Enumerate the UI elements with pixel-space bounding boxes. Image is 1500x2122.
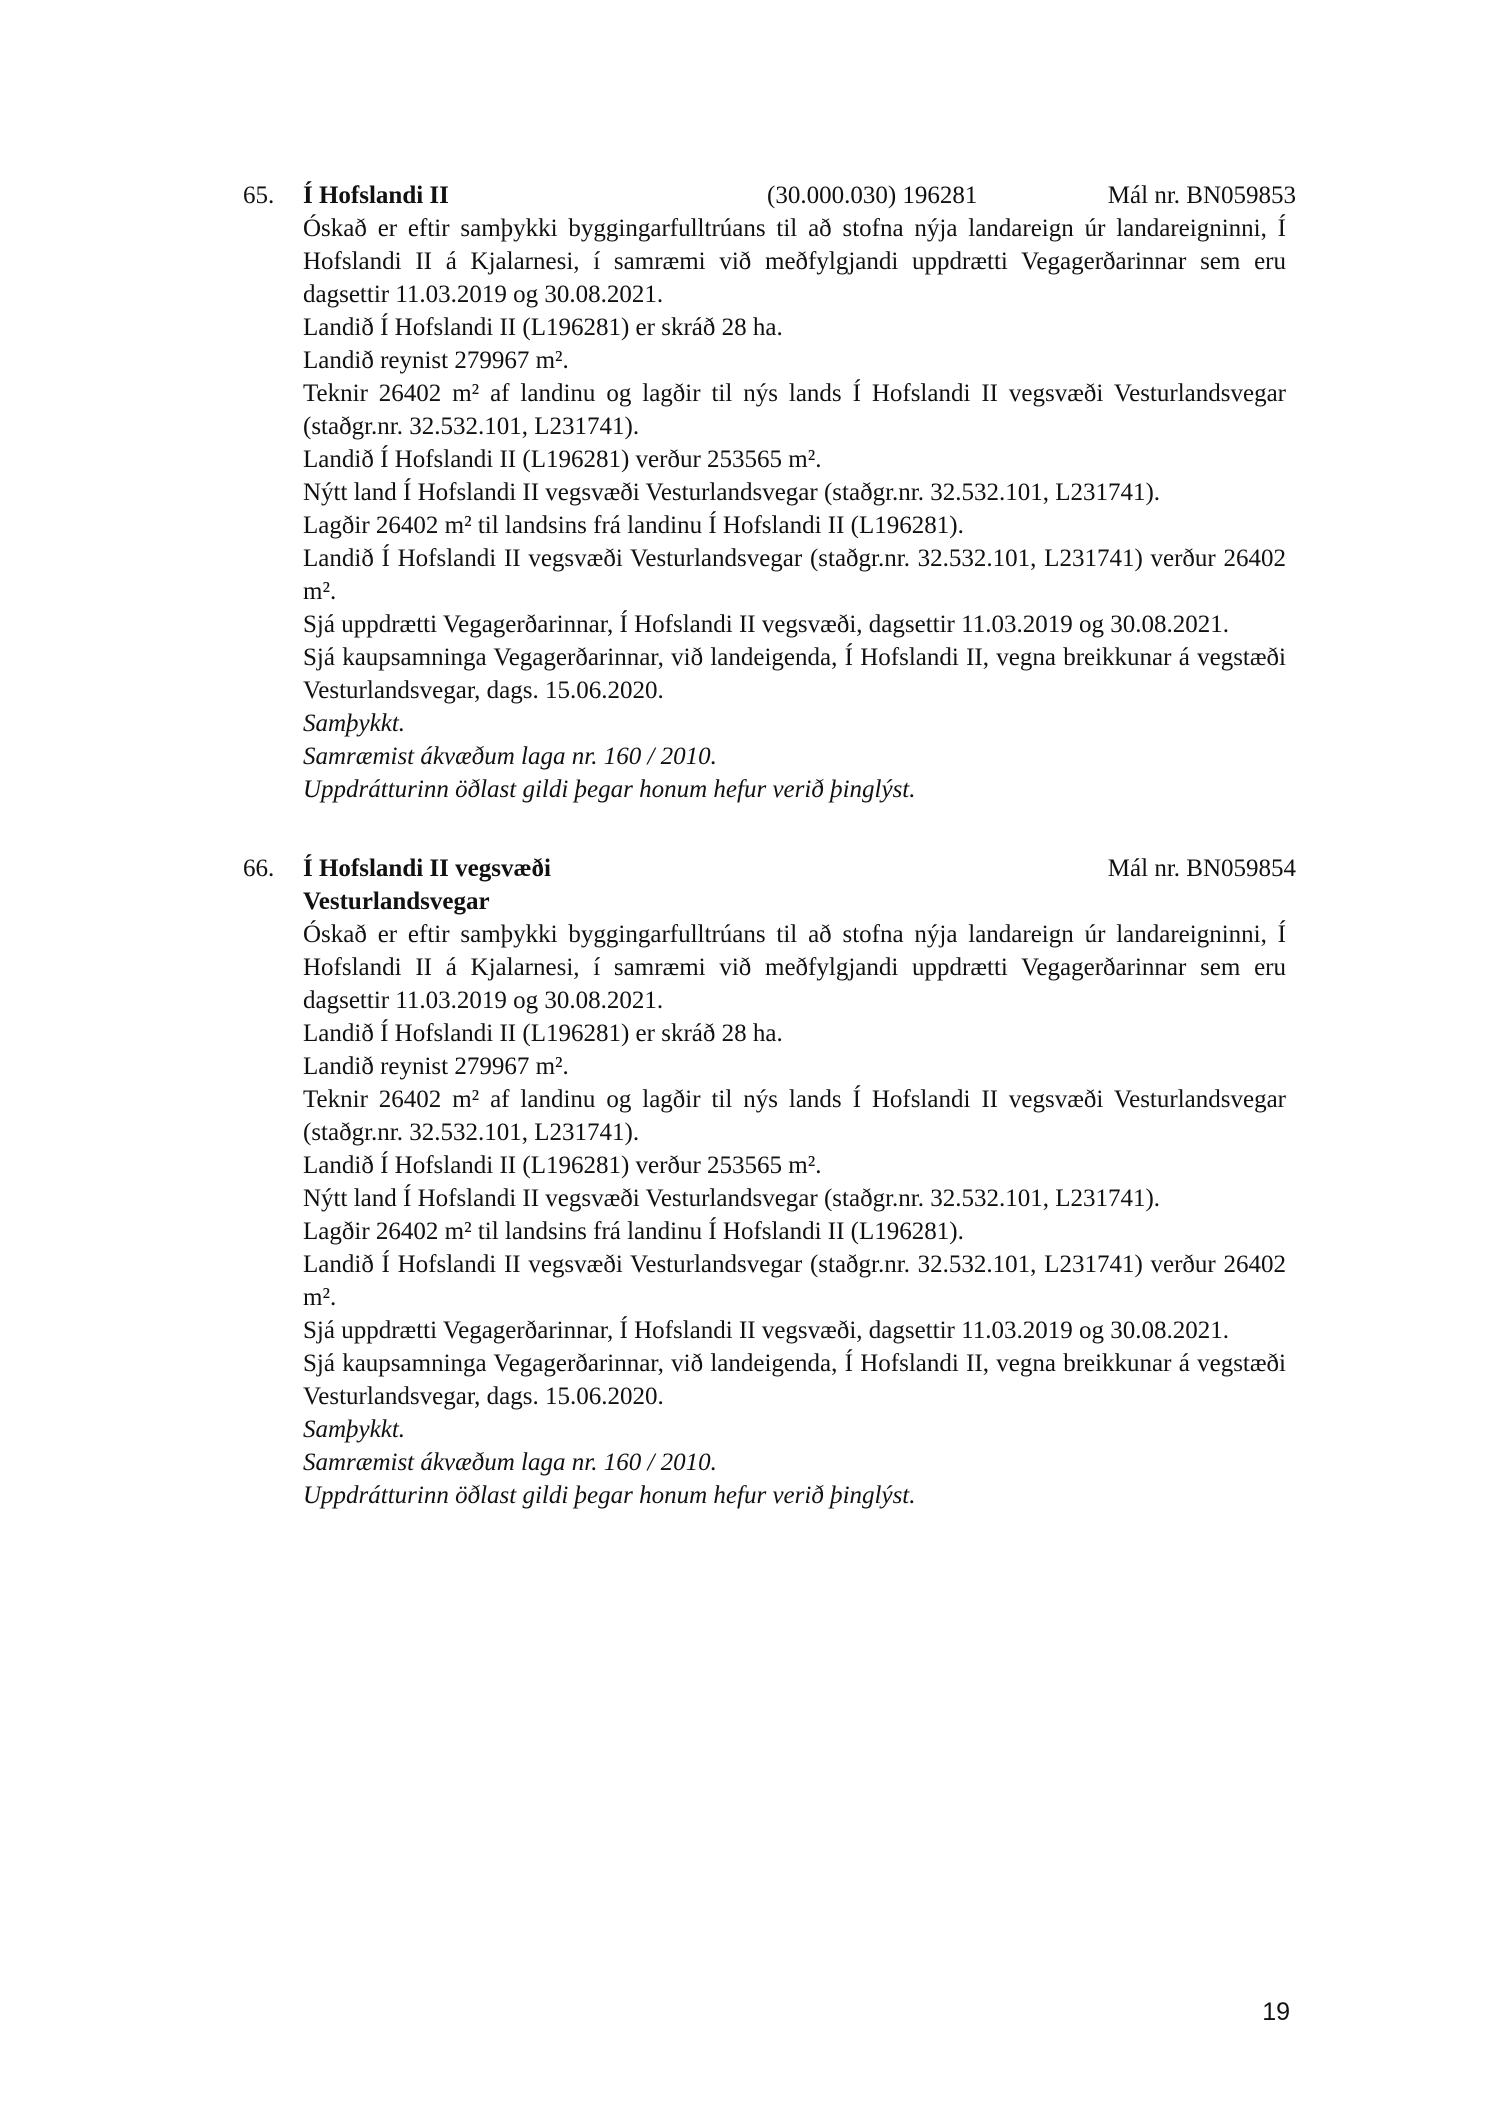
decision-law-reference: Samræmist ákvæðum laga nr. 160 / 2010. [303,743,717,770]
item-title: Í Hofslandi II vegsvæði Vesturlandsvegar [303,855,551,915]
new-land-line: Nýtt land Í Hofslandi II vegsvæði Vesturlandsvegar (staðgr.nr. 32.532.101, L231741). [303,479,1161,506]
measured-area-line: Landið reynist 279967 m². [303,347,569,374]
item-number: 65. [243,182,275,209]
item-header [243,179,1296,212]
agenda-item-66 [243,852,1296,1512]
new-land-line: Nýtt land Í Hofslandi II vegsvæði Vesturlandsvegar (staðgr.nr. 32.532.101, L231741). [303,1185,1161,1212]
decision-approved: Samþykkt. [303,1416,406,1443]
agenda-item-65 [243,179,1296,806]
decision-registration-note: Uppdrátturinn öðlast gildi þegar honum hefur verið þinglýst. [303,1482,916,1509]
remaining-area-line: Landið Í Hofslandi II (L196281) verður 253565 m². [303,446,822,473]
purchase-agreement-paragraph: Sjá kaupsamninga Vegagerðarinnar, við landeigenda, Í Hofslandi II, vegna breikkunar á vegstæði Vesturlandsvegar, dags. 15.06.2020. [303,1350,1286,1410]
added-area-line: Lagðir 26402 m² til landsins frá landinu Í Hofslandi II (L196281). [303,1218,964,1245]
item-body [303,212,1286,806]
decision-law-reference: Samræmist ákvæðum laga nr. 160 / 2010. [303,1449,717,1476]
added-area-line: Lagðir 26402 m² til landsins frá landinu Í Hofslandi II (L196281). [303,512,964,539]
new-land-area-paragraph: Landið Í Hofslandi II vegsvæði Vesturlandsvegar (staðgr.nr. 32.532.101, L231741) verður 26402 m². [303,545,1286,605]
item-body [303,918,1286,1512]
item-title: Í Hofslandi II [303,182,449,209]
transfer-paragraph: Teknir 26402 m² af landinu og lagðir til nýs lands Í Hofslandi II vegsvæði Vesturlandsvegar (staðgr.nr. 32.532.101, L231741). [303,380,1286,440]
remaining-area-line: Landið Í Hofslandi II (L196281) verður 253565 m². [303,1152,822,1179]
request-paragraph: Óskað er eftir samþykki byggingarfulltrúans til að stofna nýja landareign úr landareigninni, Í Hofslandi II á Kjalarnesi, í samræmi við meðfylgjandi uppdrætti Vegagerðarinnar sem eru dagsettir 11.03.2019 og 30.08.2021. [303,921,1286,1014]
transfer-paragraph: Teknir 26402 m² af landinu og lagðir til nýs lands Í Hofslandi II vegsvæði Vesturlandsvegar (staðgr.nr. 32.532.101, L231741). [303,1086,1286,1146]
case-number: Mál nr. BN059854 [1107,855,1296,882]
new-land-area-paragraph: Landið Í Hofslandi II vegsvæði Vesturlandsvegar (staðgr.nr. 32.532.101, L231741) verður 26402 m². [303,1251,1286,1311]
property-reference: (30.000.030) 196281 [767,182,978,209]
item-number: 66. [243,855,275,882]
drawings-reference-paragraph: Sjá uppdrætti Vegagerðarinnar, Í Hofslandi II vegsvæði, dagsettir 11.03.2019 og 30.08.2021. [303,1317,1229,1344]
measured-area-line: Landið reynist 279967 m². [303,1053,569,1080]
registered-area-line: Landið Í Hofslandi II (L196281) er skráð 28 ha. [303,1020,783,1047]
decision-approved: Samþykkt. [303,710,406,737]
page-number: 19 [1262,1998,1290,2026]
purchase-agreement-paragraph: Sjá kaupsamninga Vegagerðarinnar, við landeigenda, Í Hofslandi II, vegna breikkunar á vegstæði Vesturlandsvegar, dags. 15.06.2020. [303,644,1286,704]
item-header [243,852,1296,918]
request-paragraph: Óskað er eftir samþykki byggingarfulltrúans til að stofna nýja landareign úr landareigninni, Í Hofslandi II á Kjalarnesi, í samræmi við meðfylgjandi uppdrætti Vegagerðarinnar sem eru dagsettir 11.03.2019 og 30.08.2021. [303,215,1286,308]
decision-registration-note: Uppdrátturinn öðlast gildi þegar honum hefur verið þinglýst. [303,776,916,803]
registered-area-line: Landið Í Hofslandi II (L196281) er skráð 28 ha. [303,314,783,341]
case-number: Mál nr. BN059853 [1107,182,1296,209]
drawings-reference-paragraph: Sjá uppdrætti Vegagerðarinnar, Í Hofslandi II vegsvæði, dagsettir 11.03.2019 og 30.08.2021. [303,611,1229,638]
